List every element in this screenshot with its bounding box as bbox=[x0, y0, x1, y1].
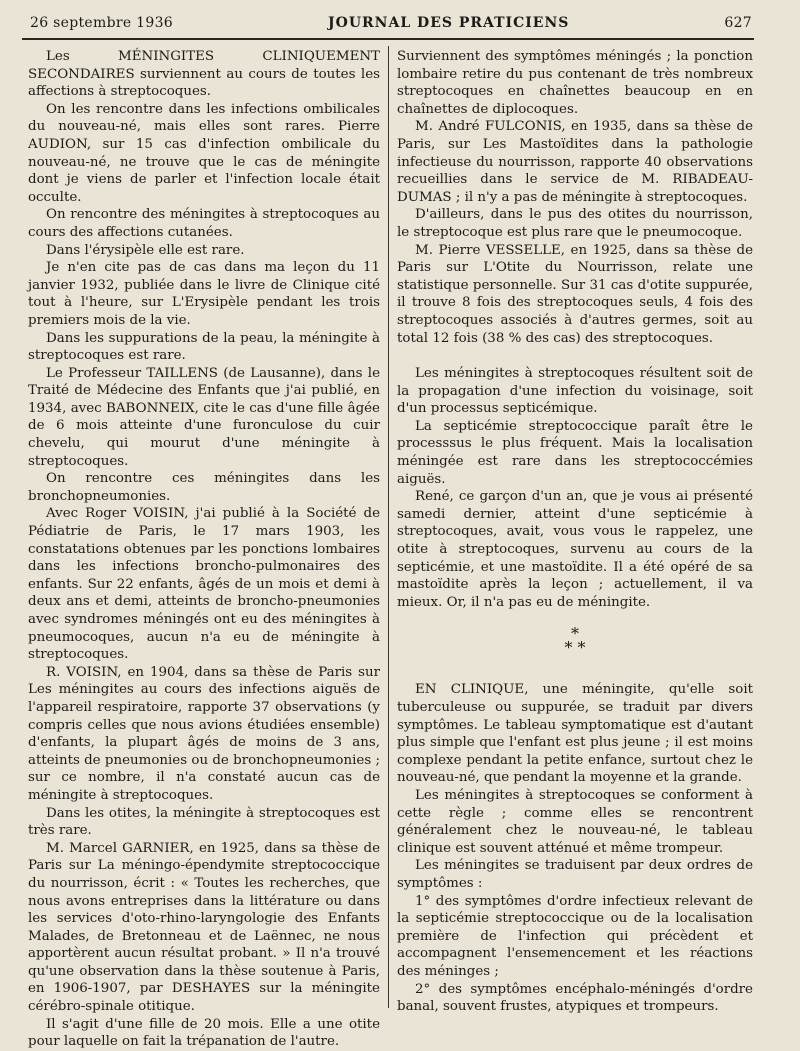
page-header bbox=[30, 15, 752, 39]
paragraph: R. VOISIN, en 1904, dans sa thèse de Paris sur Les méningites au cours des infections aiguës de l'appareil respiratoire, rapporte 37 observations (y compris celles que nous avions étudiées ensemble) d'enfants, la plupart âgés de moins de 3 ans, atteints de pneumonies ou de bronchopneumonies ; sur ce nombre, il n'a constaté aucun cas de méningite à streptocoques. bbox=[28, 664, 380, 803]
page-number: 627 bbox=[724, 15, 752, 31]
paragraph: D'ailleurs, dans le pus des otites du nourrisson, le streptocoque est plus rare que le pneumocoque. bbox=[397, 207, 753, 240]
left-column bbox=[28, 48, 380, 1051]
paragraph-gap bbox=[397, 347, 753, 365]
paragraph: Dans les suppurations de la peau, la méningite à streptocoques est rare. bbox=[28, 330, 380, 364]
paragraph: Surviennent des symptômes méningés ; la ponction lombaire retire du pus contenant de très nombreux streptocoques en chaînettes beaucoup en en chaînettes de diplocoques. bbox=[397, 49, 753, 117]
paragraph: Les méningites se traduisent par deux ordres de symptômes : bbox=[397, 858, 753, 891]
paragraph: M. André FULCONIS, en 1935, dans sa thèse de Paris, sur Les Mastoïdites dans la pathologie infectieuse du nourrisson, rapporte 40 observations recueillies dans le service de M. RIBADEAU-DUMAS ; il n'y a pas de méningite à streptocoques. bbox=[397, 119, 753, 205]
paragraph: 2° des symptômes encéphalo-méningés d'ordre banal, souvent frustes, atypiques et trompeurs. bbox=[397, 981, 753, 1015]
paragraph: Les méningites à streptocoques résultent soit de la propagation d'une infection du voisinage, soit d'un processus septicémique. bbox=[397, 366, 753, 417]
paragraph: EN CLINIQUE, une méningite, qu'elle soit tuberculeuse ou suppurée, se traduit par divers symptômes. Le tableau symptomatique est d'autant plus simple que l'enfant est plus jeune ; il est moins complexe pendant la petite enfance, surtout chez le nouveau-né, que pendant la moyenne et la grande. bbox=[397, 682, 753, 786]
paragraph: Le Professeur TAILLENS (de Lausanne), dans le Traité de Médecine des Enfants que j'ai publié, en 1934, avec BABONNEIX, cite le cas d'une fille âgée de 6 mois atteinte d'une furonculose du cuir chevelu, qui mourut d'une méningite à streptocoques. bbox=[28, 365, 380, 469]
section-break-top: * bbox=[571, 624, 579, 644]
paragraph: Il s'agit d'une fille de 20 mois. Elle a une otite pour laquelle on fait la trépanation de l'autre. bbox=[28, 1016, 380, 1050]
header-rule bbox=[22, 38, 754, 40]
paragraph: 1° des symptômes d'ordre infectieux relevant de la septicémie streptococcique ou de la localisation première de l'infection qui précèdent et accompagnent l'ensemencement et les réactions des méninges ; bbox=[397, 893, 753, 979]
paragraph: On rencontre des méningites à streptocoques au cours des affections cutanées. bbox=[28, 207, 380, 240]
paragraph: Dans l'érysipèle elle est rare. bbox=[46, 242, 245, 258]
paragraph: On rencontre ces méningites dans les bronchopneumonies. bbox=[28, 471, 380, 504]
column-divider bbox=[388, 46, 389, 1008]
paragraph: Les MÉNINGITES CLINIQUEMENT SECONDAIRES surviennent au cours de toutes les affections à streptocoques. bbox=[28, 49, 380, 100]
right-column bbox=[397, 48, 753, 1016]
section-break-bottom: * * bbox=[564, 638, 586, 658]
paragraph: Les méningites à streptocoques se conforment à cette règle ; comme elles se rencontrent généralement chez le nouveau-né, le tableau clinique est souvent atténué et même trompeur. bbox=[397, 787, 753, 856]
paragraph: On les rencontre dans les infections ombilicales du nouveau-né, mais elles sont rares. Pierre AUDION, sur 15 cas d'infection ombilicale du nouveau-né, ne trouve que le cas de méningite dont je viens de parler et l'infection locale était occulte. bbox=[28, 101, 380, 205]
issue-date: 26 septembre 1936 bbox=[30, 15, 174, 31]
paragraph: Avec Roger VOISIN, j'ai publié à la Société de Pédiatrie de Paris, le 17 mars 1903, les constatations obtenues par les ponctions lombaires dans les infections broncho-pulmonaires des enfants. Sur 22 enfants, âgés de un mois et demi à deux ans et demi, atteints de broncho-pneumonies avec syndromes méningés ont eu des méningites à pneumocoques, aucun n'a eu de méningite à streptocoques. bbox=[28, 506, 380, 663]
paragraph: Je n'en cite pas de cas dans ma leçon du 11 janvier 1932, publiée dans le livre de Clinique cité tout à l'heure, sur L'Erysipèle pendant les trois premiers mois de la vie. bbox=[28, 260, 380, 328]
paragraph: Dans les otites, la méningite à streptocoques est très rare. bbox=[28, 805, 380, 839]
journal-title: JOURNAL DES PRATICIENS bbox=[328, 15, 570, 31]
paragraph: M. Marcel GARNIER, en 1925, dans sa thèse de Paris sur La méningo-épendymite streptococcique du nourrisson, écrit : « Toutes les recherches, que nous avons entreprises dans la littérature ou dans les services d'oto-rhino-laryngologie des Enfants Malades, de Bretonneau et de Laënnec, ne nous apportèrent aucun résultat probant. » Il n'a trouvé qu'une observation dans la thèse soutenue à Paris, en 1906-1907, par DESHAYES sur la méningite cérébro-spinale otitique. bbox=[28, 840, 380, 1015]
paragraph: René, ce garçon d'un an, que je vous ai présenté samedi dernier, atteint d'une septicémie à streptocoques, avait, vous vous le rappelez, une otite à streptocoques, survenu au cours de la septicémie, et une mastoïdite. Il a été opéré de sa mastoïdite après la leçon ; actuellement, il va mieux. Or, il n'a pas eu de méningite. bbox=[397, 489, 753, 610]
section-break bbox=[397, 624, 753, 658]
paragraph: La septicémie streptococcique paraît être le processsus le plus fréquent. Mais la localisation méningée est rare dans les streptococcémies aiguës. bbox=[397, 418, 753, 487]
paragraph: M. Pierre VESSELLE, en 1925, dans sa thèse de Paris sur L'Otite du Nourrisson, relate une statistique personnelle. Sur 31 cas d'otite suppurée, il trouve 8 fois des streptocoques seuls, 4 fois des streptocoques associés à d'autres germes, soit au total 12 fois (38 % des cas) des streptocoques. bbox=[397, 242, 753, 346]
